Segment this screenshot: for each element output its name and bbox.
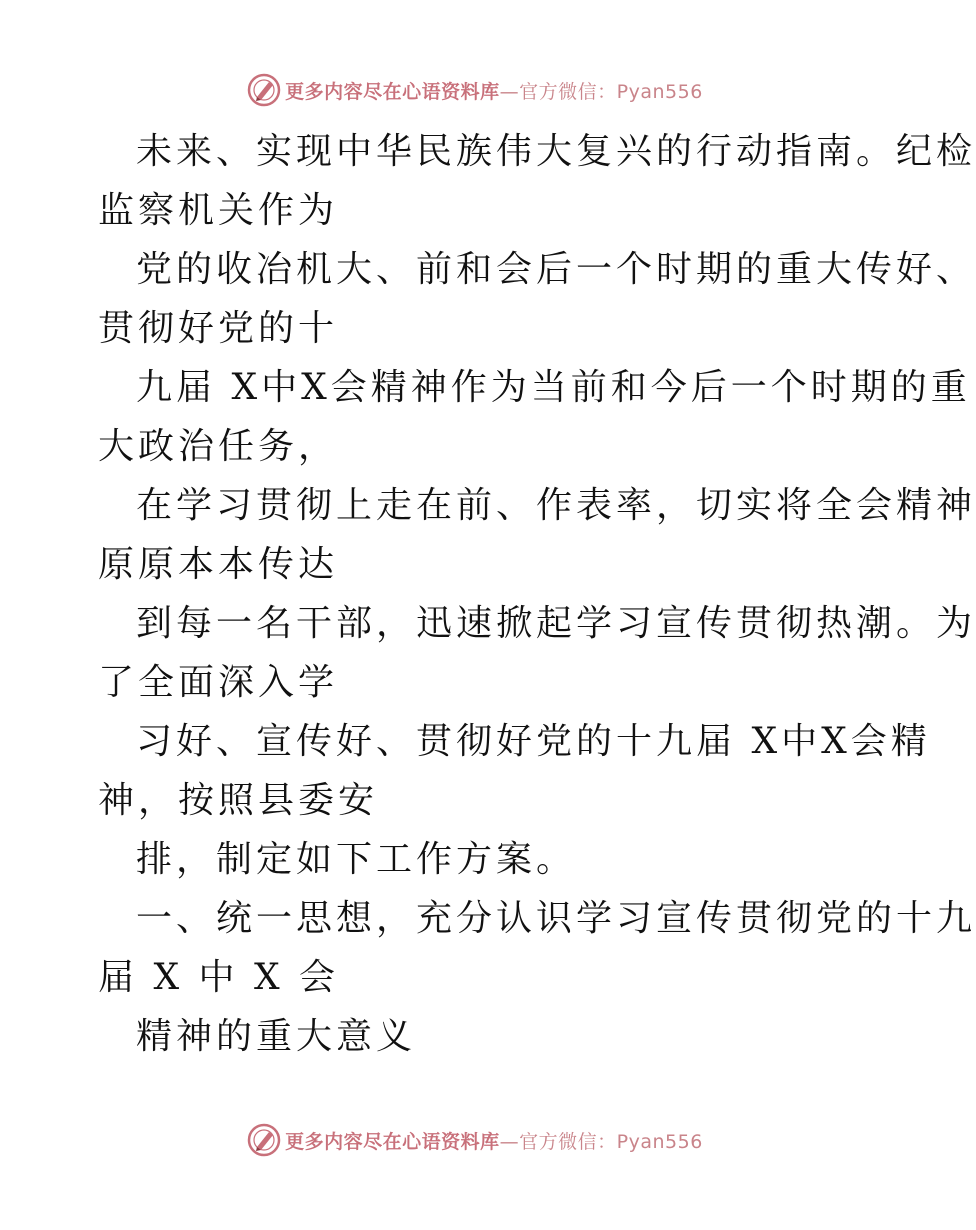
text-line: 到每一名干部，迅速掀起学习宣传贯彻热潮。为 bbox=[136, 603, 976, 644]
text-line: 在学习贯彻上走在前、作表率，切实将全会精神 bbox=[136, 485, 976, 526]
text-line: 贯彻好党的十 bbox=[98, 308, 339, 349]
text-line: 九届 X中X会精神作为当前和今后一个时期的重 bbox=[136, 367, 971, 408]
text-line: 神，按照县委安 bbox=[98, 780, 379, 821]
text-line: 一、统一思想，充分认识学习宣传贯彻党的十九 bbox=[136, 898, 976, 939]
watermark-banner-bottom bbox=[0, 1120, 950, 1160]
text-line: 了全面深入学 bbox=[98, 662, 339, 703]
pen-circle-logo-icon bbox=[247, 73, 281, 107]
document-body bbox=[98, 122, 976, 1066]
text-line: 精神的重大意义 bbox=[136, 1016, 417, 1057]
text-line: 排，制定如下工作方案。 bbox=[136, 839, 577, 880]
text-line: 未来、实现中华民族伟大复兴的行动指南。纪检 bbox=[136, 131, 976, 172]
text-line: 监察机关作为 bbox=[98, 190, 339, 231]
watermark-brand-text: 更多内容尽在心语资料库 bbox=[285, 1130, 500, 1153]
text-line: 届 X 中 X 会 bbox=[98, 957, 340, 998]
watermark-brand-text: 更多内容尽在心语资料库 bbox=[285, 80, 500, 103]
text-line: 大政治任务， bbox=[98, 426, 339, 467]
watermark-contact-text: —官方微信：Pyan556 bbox=[499, 80, 703, 103]
text-line: 原原本本传达 bbox=[98, 544, 339, 585]
text-line: 党的收冶机大、前和会后一个时期的重大传好、 bbox=[136, 249, 976, 290]
watermark-contact-text: —官方微信：Pyan556 bbox=[499, 1130, 703, 1153]
text-line: 习好、宣传好、贯彻好党的十九届 X中X会精 bbox=[136, 721, 931, 762]
pen-circle-logo-icon bbox=[247, 1123, 281, 1157]
watermark-banner-top bbox=[0, 70, 950, 110]
